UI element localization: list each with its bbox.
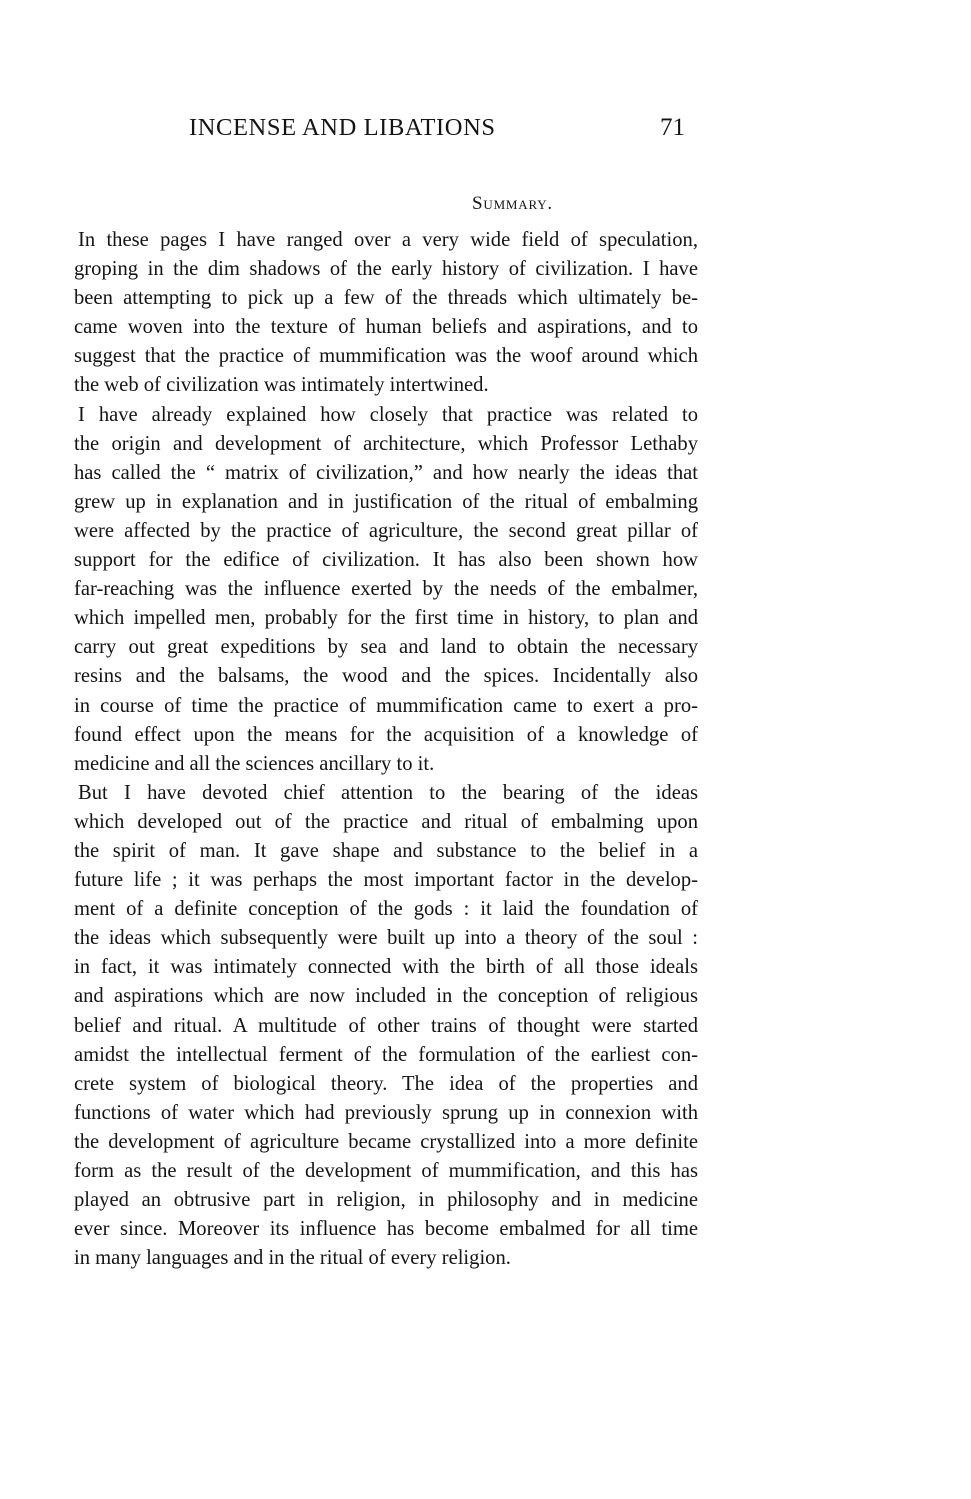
text-line: resins and the balsams, the wood and the spices. Incidentally also [74, 665, 698, 688]
text-line: future life ; it was perhaps the most important factor in the develop- [74, 869, 698, 892]
running-head [189, 112, 685, 144]
text-line: crete system of biological theory. The idea of the properties and [74, 1072, 698, 1095]
text-line: belief and ritual. A multitude of other trains of thought were started [74, 1014, 698, 1037]
section-heading: Summary. [472, 193, 553, 214]
text-line: amidst the intellectual ferment of the formulation of the earliest con- [74, 1043, 698, 1066]
text-line: groping in the dim shadows of the early history of civilization. I have [74, 258, 698, 281]
text-line: suggest that the practice of mummification was the woof around which [74, 345, 698, 368]
text-line: in many languages and in the ritual of every religion. [74, 1247, 511, 1270]
page-number: 71 [660, 114, 685, 141]
text-line: played an obtrusive part in religion, in philosophy and in medicine [74, 1189, 698, 1212]
paragraph-2 [74, 401, 698, 779]
text-line: carry out great expeditions by sea and land to obtain the necessary [74, 636, 698, 659]
text-line: came woven into the texture of human beliefs and aspirations, and to [74, 316, 698, 339]
text-line: been attempting to pick up a few of the threads which ultimately be- [74, 287, 698, 310]
text-line: the spirit of man. It gave shape and substance to the belief in a [74, 839, 698, 862]
text-line: the origin and development of architecture, which Professor Lethaby [74, 432, 698, 455]
text-line: far-reaching was the influence exerted by the needs of the embalmer, [74, 578, 698, 601]
body-text [74, 226, 698, 1273]
text-line: has called the “ matrix of civilization,” and how nearly the ideas that [74, 461, 698, 484]
text-line: support for the edifice of civilization. It has also been shown how [74, 549, 698, 572]
text-line: which impelled men, probably for the first time in history, to plan and [74, 607, 698, 630]
text-line: the ideas which subsequently were built up into a theory of the soul : [74, 927, 698, 950]
text-line: In these pages I have ranged over a very wide field of speculation, [78, 229, 698, 251]
text-line: I have already explained how closely that practice was related to [78, 403, 698, 426]
text-line: in fact, it was intimately connected with the birth of all those ideals [74, 956, 698, 979]
text-line: in course of time the practice of mummification came to exert a pro- [74, 694, 698, 717]
paragraph-1 [74, 226, 698, 401]
text-line: the development of agriculture became crystallized into a more definite [74, 1130, 698, 1153]
text-line: But I have devoted chief attention to the bearing of the ideas [78, 781, 698, 804]
text-line: ment of a definite conception of the gods : it laid the foundation of [74, 898, 698, 921]
text-line: and aspirations which are now included in the conception of religious [74, 985, 698, 1008]
text-line: the web of civilization was intimately intertwined. [74, 374, 489, 397]
paragraph-3 [74, 779, 698, 1274]
text-line: ever since. Moreover its influence has become embalmed for all time [74, 1218, 698, 1241]
text-line: functions of water which had previously sprung up in connexion with [74, 1101, 698, 1124]
text-line: grew up in explanation and in justification of the ritual of embalming [74, 490, 698, 513]
text-line: form as the result of the development of mummification, and this has [74, 1160, 698, 1182]
text-line: found effect upon the means for the acquisition of a knowledge of [74, 723, 698, 746]
running-title: INCENSE AND LIBATIONS [189, 114, 496, 141]
text-line: medicine and all the sciences ancillary to it. [74, 752, 435, 775]
text-line: were affected by the practice of agriculture, the second great pillar of [74, 519, 698, 542]
text-line: which developed out of the practice and ritual of embalming upon [74, 810, 698, 833]
